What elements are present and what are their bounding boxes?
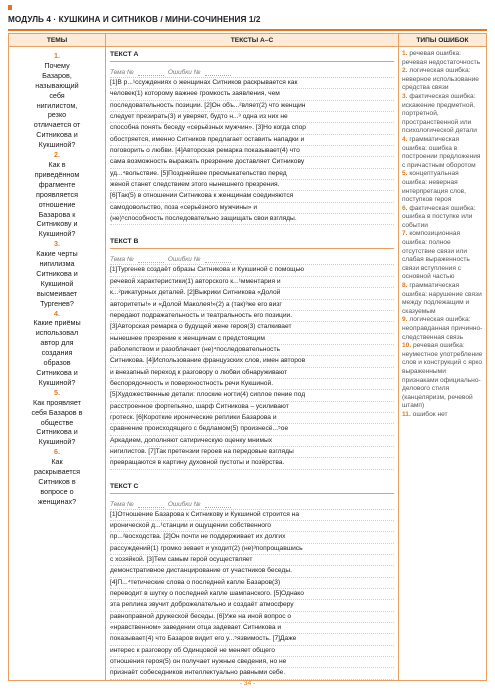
errors-number-label: Ошибки № (167, 69, 201, 76)
text-line: последовательность позиции. [2]Он объ...²вляет(2) что женщин (110, 101, 394, 112)
text-line: иронической д...¹станции и ощущении собственного (110, 521, 394, 532)
errors-column (399, 47, 487, 681)
text-line: сама возможность выражать презрение доставляет Ситникову (110, 157, 394, 168)
text-line: равноправной дружеской беседы. [6]Уже на иной вопрос о (110, 612, 394, 623)
text-line: отношения героя(5) он получает нужные сведения, но не (110, 657, 394, 668)
error-type-item (402, 136, 483, 170)
text-line: интерес к разговору об Одинцовой не меняет общего (110, 646, 394, 657)
themes-column (9, 47, 106, 681)
text-line: человек(1) которому важнее громкость заявления, чем (110, 89, 394, 100)
text-line: способна понять беседу «серьёзных мужчин». [3]Но когда спор (110, 123, 394, 134)
topic-number-label: Тема № (110, 69, 134, 76)
theme-question-line: проявляется (36, 189, 78, 199)
text-body (110, 78, 394, 225)
theme-number: 5. (54, 387, 60, 397)
text-line: гротеск. [6]Короткие иронические реплики Базарова и (110, 413, 394, 424)
text-line: рассуждений(1) громко зевает и уходит(2) (не)³попрощавшись (110, 544, 394, 555)
text-line: женой станет следствием этого нынешнего презрения. (110, 180, 394, 191)
error-type-item (402, 411, 483, 420)
theme-item (11, 447, 103, 506)
theme-number: 2. (54, 150, 60, 160)
theme-question-line: Кукшиной (40, 278, 74, 288)
theme-number: 6. (54, 447, 60, 457)
theme-question-line: Ситникова и (36, 130, 78, 140)
text-block (110, 51, 394, 225)
error-type-number: 11. (402, 410, 411, 418)
error-type-number: 9. (402, 316, 408, 324)
text-line: превращаются в картину духовной пустоты и позёрства. (110, 458, 394, 469)
theme-question-line: Кукшиной? (38, 437, 76, 447)
theme-number: 4. (54, 308, 60, 318)
text-line: самодовольство, поза «серьёзного мужчины» и (110, 203, 394, 214)
error-type-item (402, 170, 483, 204)
text-line: переводит в шутку о последней капле шампанского. [5]Однако (110, 589, 394, 600)
errors-number-label: Ошибки № (167, 256, 201, 264)
theme-question-line: себя (49, 90, 65, 100)
theme-question-line: Кукшиной? (38, 229, 76, 239)
text-line: авторитеты!» и «Долой Маколея!»(2) а (так)³же его визг (110, 300, 394, 311)
theme-question-line: нигилистом, (36, 100, 78, 110)
text-line: пр...²восходства. [2]Он почти не поддерживает их долгих (110, 532, 394, 543)
theme-question-line: приведённом (34, 169, 80, 179)
error-type-text: фактическая ошибка: ошибка в поступке или событии (402, 204, 476, 229)
text-answer-fields (110, 501, 394, 510)
column-header-texts: ТЕКСТЫ А–С (106, 34, 399, 47)
error-type-text: концептуальная ошибка: неверная интерпретация слов, поступков героя (402, 170, 466, 204)
text-line: [1]В р...¹ссуждениях о женщинах Ситников раскрывается как (110, 78, 394, 89)
error-type-text: фактическая ошибка: искажение предметной, портретной, пространственной или психологической детали (402, 92, 477, 135)
error-type-number: 7. (402, 230, 408, 238)
text-title: ТЕКСТ С (110, 483, 394, 494)
text-line: [3]Авторская ремарка о будущей жене героя(3) сталкивает (110, 322, 394, 333)
text-line: [6]Так(5) в отношении Ситникова к женщинам соединяются (110, 191, 394, 202)
error-type-text: речевая ошибка: неуместное употребление слов и конструкций с ярко выраженными признаками официально-делового стиля (канцеляризм, речевой штамп) (402, 342, 483, 410)
theme-question-line: Базарова к (38, 209, 76, 219)
text-answer-fields (110, 69, 394, 78)
topic-number-field[interactable] (138, 69, 164, 76)
theme-question-line: Какие черты (36, 249, 78, 259)
theme-question-line: называющий (35, 80, 79, 90)
theme-question-line: Ситникова и (36, 368, 78, 377)
theme-question-line: вопросе о (40, 486, 74, 496)
error-type-number: 5. (402, 170, 408, 178)
accent-mark (8, 5, 12, 10)
theme-question-line: Как (51, 457, 63, 467)
text-line: расстроенное фортепьяно, шарф Ситникова – усиливают (110, 402, 394, 413)
column-header-themes: ТЕМЫ (9, 34, 106, 47)
theme-question-line: Ситников в (38, 476, 76, 486)
error-type-item (402, 342, 483, 411)
theme-item (11, 309, 103, 388)
text-line: показывает(4) что Базаров видит его у...⁵язвимость. [7]Даже (110, 634, 394, 645)
page-number: - 34 - (239, 680, 256, 687)
topic-number-field[interactable] (138, 501, 164, 508)
theme-question-line: Как в (48, 159, 66, 169)
theme-question-line: отношение (38, 199, 76, 209)
error-type-item (402, 230, 483, 282)
theme-number: 1. (54, 51, 60, 60)
error-type-number: 10. (402, 342, 412, 350)
theme-question-line: Как проявляет (33, 397, 81, 407)
theme-question-line: использовал (35, 328, 79, 338)
text-line: эта реплика звучит доброжелательно и создаёт атмосферу (110, 600, 394, 611)
theme-question-line: Ситникову и (36, 219, 78, 229)
theme-question-line: автор для (40, 338, 74, 348)
theme-question-line: отличается от (33, 120, 81, 130)
error-type-text: композиционная ошибка: полное отсутствие связи или слабая выраженность связи вступления с основной частью (402, 230, 470, 281)
error-type-text: грамматическая ошибка: нарушение связи между подлежащим и сказуемым (402, 282, 482, 315)
theme-item (11, 239, 103, 308)
theme-question-line: женщинах? (37, 496, 77, 506)
text-body (110, 265, 394, 469)
text-line: и внезапный переход к разговору о любви обнаруживают (110, 368, 394, 379)
text-line: [4]П...⁴тетические слова о последней капле Базаров(3) (110, 578, 394, 589)
theme-item (11, 51, 103, 150)
text-line: с хозяйкой. [3]Тем самым герой осуществляет (110, 555, 394, 566)
text-line: передают подражательность и театральность его позиции. (110, 311, 394, 322)
text-line: уд...⁴вольствие. [5]Позднейшее пресмыкательство перед (110, 169, 394, 180)
text-block (110, 238, 394, 469)
text-title: ТЕКСТ А (110, 51, 394, 62)
theme-question-line: образов (43, 358, 71, 368)
error-type-item (402, 50, 483, 67)
text-line: Аркадием, дополняют сатирическую оценку мнимых (110, 436, 394, 447)
text-line: нигилистов. [7]Так претензии героев на передовые взгляды (110, 447, 394, 458)
error-type-text: речевая ошибка: речевая недостаточность (402, 50, 481, 66)
error-type-number: 6. (402, 204, 408, 212)
text-answer-fields (110, 256, 394, 265)
errors-number-field[interactable] (205, 256, 231, 263)
error-type-number: 3. (402, 92, 408, 100)
text-line: (не)⁵способность последовательно защищать свои взгляды. (110, 214, 394, 225)
theme-question-line: резко (47, 110, 67, 120)
error-type-item (402, 67, 483, 93)
worksheet-table (8, 33, 487, 681)
texts-column (106, 47, 399, 681)
error-type-item (402, 93, 483, 136)
error-type-item (402, 205, 483, 231)
text-line: нынешнее презрение к женщинам с предстоящим (110, 334, 394, 345)
theme-question-line: обществе (40, 417, 74, 427)
theme-question-line: Кукшиной? (38, 377, 76, 387)
theme-question-line: Почему (44, 60, 70, 70)
theme-item (11, 388, 103, 447)
text-line: демонстративное дистанцирование от участников беседы. (110, 566, 394, 577)
text-line: признаёт собеседников интеллектуально равными себе. (110, 668, 394, 679)
error-type-number: 1. (402, 50, 408, 57)
text-line: «нравственном» заведении отца задевает Ситникова и (110, 623, 394, 634)
theme-item (11, 150, 103, 239)
theme-question-line: Базаров, (42, 70, 72, 80)
page-title: МОДУЛЬ 4 · КУШКИНА И СИТНИКОВ / МИНИ-СОЧИНЕНИЯ 1/2 (8, 15, 261, 24)
text-block (110, 483, 394, 680)
text-line: к...²рикатурных деталей. [2]Выкрики Ситникова «Долой (110, 288, 394, 299)
text-line: Ситникова. [4]Использование французских слов, имен авторов (110, 356, 394, 367)
header-rule (8, 29, 487, 31)
error-type-text: ошибок нет (412, 410, 448, 418)
theme-question-line: Кукшиной? (38, 140, 76, 150)
theme-question-line: нигилизма (39, 259, 75, 269)
error-type-item (402, 316, 483, 342)
text-line: сравнение происходящего с бедламом(5) произнесё...⁵ое (110, 424, 394, 435)
text-line: речевой характеристики(1) авторского к...¹мментария и (110, 277, 394, 288)
theme-question-line: высмеивает (36, 288, 78, 298)
text-line: беспорядочность и поверхностность речи Кукшиной. (110, 379, 394, 390)
theme-question-line: Ситникова и (36, 268, 78, 278)
text-line: поговорить о любви. [4]Авторская ремарка показывает(4) что (110, 146, 394, 157)
topic-number-label: Тема № (110, 500, 134, 508)
error-type-number: 2. (402, 67, 408, 75)
topic-number-field[interactable] (138, 256, 164, 263)
errors-number-field[interactable] (205, 69, 231, 76)
theme-number: 3. (54, 239, 60, 249)
theme-question-line: себя Базаров в (31, 407, 83, 417)
error-type-text: грамматическая ошибка: ошибка в построении предложения с причастным оборотом (402, 135, 481, 169)
theme-question-line: Какие приёмы (33, 318, 81, 328)
text-line: обостряется, именно Ситников предлагает оставить нападки и (110, 135, 394, 146)
text-line: [1]Тургенев создаёт образы Ситникова и Кукшиной с помощью (110, 265, 394, 276)
text-body (110, 510, 394, 680)
text-line: следует презирать(3) и уверяет, будто н...³ одна из них не (110, 112, 394, 123)
errors-number-label: Ошибки № (167, 500, 201, 508)
error-type-number: 8. (402, 282, 408, 290)
text-title: ТЕКСТ В (110, 238, 394, 249)
text-line: [5]Художественные детали: плоские ногти(4) сиплое пение под (110, 390, 394, 401)
text-line: [1]Отношение Базарова к Ситникову и Кукшиной строится на (110, 510, 394, 521)
column-header-errors: ТИПЫ ОШИБОК (399, 34, 487, 47)
theme-question-line: Ситникова и (36, 427, 78, 437)
error-type-number: 4. (402, 135, 408, 143)
theme-question-line: фрагменте (38, 179, 76, 189)
error-type-text: логическая ошибка: неверное использование средства связи (402, 67, 479, 92)
error-type-item (402, 282, 483, 316)
text-line: раболепством и разоблачает (не)⁴последовательность (110, 345, 394, 356)
theme-question-line: раскрывается (33, 467, 81, 477)
topic-number-label: Тема № (110, 256, 134, 264)
theme-question-line: создания (41, 348, 73, 358)
theme-question-line: Тургенев? (40, 298, 74, 308)
errors-number-field[interactable] (205, 501, 231, 508)
error-type-text: логическая ошибка: неоправданная причинно-следственная связь (402, 316, 483, 341)
